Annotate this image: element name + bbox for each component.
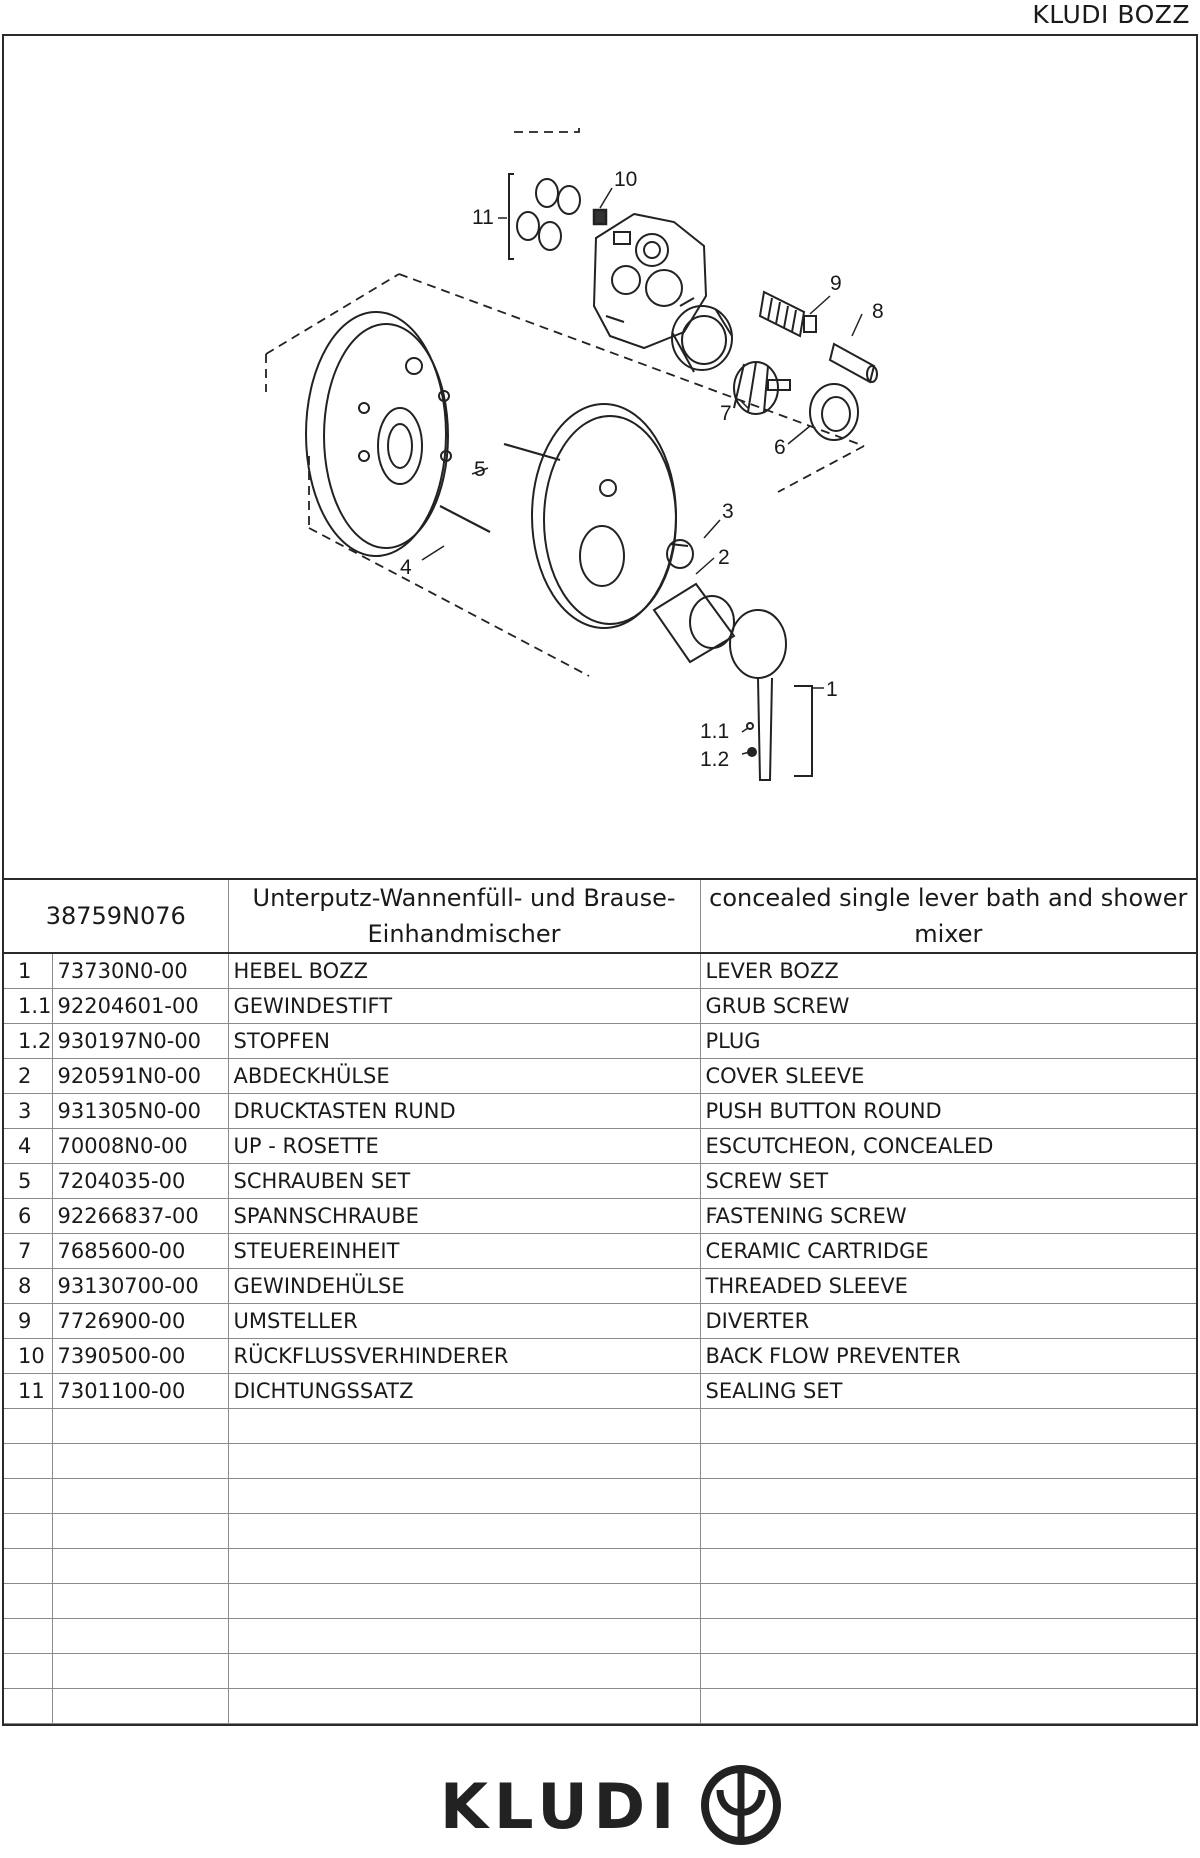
part-name-german: STEUEREINHEIT: [228, 1234, 700, 1269]
part-name-german: GEWINDESTIFT: [228, 989, 700, 1024]
part-number: 92204601-00: [52, 989, 228, 1024]
part-name-german: SCHRAUBEN SET: [228, 1164, 700, 1199]
part-name-german: [228, 1689, 700, 1724]
parts-row: [4, 1094, 1196, 1129]
part-position: 1.1: [4, 989, 52, 1024]
part-name-english: SEALING SET: [700, 1374, 1196, 1409]
parts-row: [4, 1689, 1196, 1724]
parts-row: [4, 1374, 1196, 1409]
part-position: [4, 1479, 52, 1514]
callout-7: 7: [720, 402, 732, 425]
article-number: 38759N076: [4, 879, 228, 953]
part-name-german: [228, 1444, 700, 1479]
part-name-english: [700, 1479, 1196, 1514]
fastening-screw-part: [810, 384, 858, 440]
ceramic-cartridge-part: [734, 362, 790, 414]
part-position: [4, 1514, 52, 1549]
part-name-english: [700, 1689, 1196, 1724]
cover-sleeve-part: [654, 584, 734, 662]
parts-row: [4, 1444, 1196, 1479]
part-number: [52, 1549, 228, 1584]
callout-5: 5: [474, 458, 486, 481]
part-position: 8: [4, 1269, 52, 1304]
part-position: 9: [4, 1304, 52, 1339]
part-number: [52, 1584, 228, 1619]
part-position: [4, 1654, 52, 1689]
part-name-german: STOPFEN: [228, 1024, 700, 1059]
parts-row: [4, 1654, 1196, 1689]
part-number: 930197N0-00: [52, 1024, 228, 1059]
part-name-english: [700, 1514, 1196, 1549]
parts-row: [4, 953, 1196, 989]
callout-3: 3: [722, 500, 734, 523]
part-number: 70008N0-00: [52, 1129, 228, 1164]
part-position: 10: [4, 1339, 52, 1374]
parts-row: [4, 1059, 1196, 1094]
parts-row: [4, 1409, 1196, 1444]
logo-emblem-icon: [698, 1762, 784, 1848]
cover-plate-part: [532, 404, 676, 628]
parts-row: [4, 1129, 1196, 1164]
part-name-german: DICHTUNGSSATZ: [228, 1374, 700, 1409]
parts-row: [4, 1304, 1196, 1339]
part-name-english: DIVERTER: [700, 1304, 1196, 1339]
part-name-english: [700, 1549, 1196, 1584]
parts-row: [4, 1199, 1196, 1234]
part-position: 5: [4, 1164, 52, 1199]
part-position: 3: [4, 1094, 52, 1129]
part-name-english: PUSH BUTTON ROUND: [700, 1094, 1196, 1129]
part-number: [52, 1479, 228, 1514]
part-position: [4, 1584, 52, 1619]
part-number: 93130700-00: [52, 1269, 228, 1304]
part-number: 931305N0-00: [52, 1094, 228, 1129]
parts-row: [4, 1619, 1196, 1654]
part-name-german: [228, 1409, 700, 1444]
part-position: 6: [4, 1199, 52, 1234]
part-position: [4, 1689, 52, 1724]
escutcheon-plate-part: [306, 312, 451, 556]
part-name-english: [700, 1654, 1196, 1689]
part-name-german: [228, 1584, 700, 1619]
parts-table-header: [4, 879, 1196, 953]
document-frame: [2, 34, 1198, 1726]
part-number: 920591N0-00: [52, 1059, 228, 1094]
exploded-view-drawing: [4, 36, 1196, 878]
part-position: [4, 1444, 52, 1479]
callout-1-2: 1.2: [700, 748, 730, 771]
parts-row: [4, 1339, 1196, 1374]
parts-row: [4, 1514, 1196, 1549]
part-name-german: RÜCKFLUSSVERHINDERER: [228, 1339, 700, 1374]
callout-1-1: 1.1: [700, 720, 730, 743]
part-name-english: PLUG: [700, 1024, 1196, 1059]
kludi-logo: [440, 1762, 840, 1848]
part-number: 92266837-00: [52, 1199, 228, 1234]
part-number: 7301100-00: [52, 1374, 228, 1409]
part-number: [52, 1444, 228, 1479]
part-number: [52, 1409, 228, 1444]
part-position: 1.2: [4, 1024, 52, 1059]
part-name-english: ESCUTCHEON, CONCEALED: [700, 1129, 1196, 1164]
callout-10: 10: [614, 168, 638, 191]
part-number: [52, 1689, 228, 1724]
part-number: [52, 1619, 228, 1654]
part-name-english: THREADED SLEEVE: [700, 1269, 1196, 1304]
parts-row: [4, 1024, 1196, 1059]
part-position: [4, 1549, 52, 1584]
diverter-part: [760, 292, 816, 336]
parts-row: [4, 1479, 1196, 1514]
part-name-english: [700, 1444, 1196, 1479]
logo-wordmark: KLUDI: [440, 1770, 681, 1843]
callout-leaders: [422, 188, 862, 754]
callout-11: 11: [472, 206, 494, 229]
part-position: [4, 1409, 52, 1444]
callout-4: 4: [400, 556, 412, 579]
part-number: 7726900-00: [52, 1304, 228, 1339]
callout-2: 2: [718, 546, 730, 569]
title-english: concealed single lever bath and shower mixer: [700, 879, 1196, 953]
part-position: 4: [4, 1129, 52, 1164]
part-position: [4, 1619, 52, 1654]
part-number: 7204035-00: [52, 1164, 228, 1199]
callout-6: 6: [774, 436, 786, 459]
part-name-english: [700, 1619, 1196, 1654]
part-name-english: LEVER BOZZ: [700, 953, 1196, 989]
callout-labels: [400, 168, 884, 771]
part-name-german: [228, 1619, 700, 1654]
part-position: 1: [4, 953, 52, 989]
part-number: 73730N0-00: [52, 953, 228, 989]
title-german: Unterputz-Wannenfüll- und Brause-Einhandmischer: [228, 879, 700, 953]
parts-row: [4, 989, 1196, 1024]
part-name-german: UMSTELLER: [228, 1304, 700, 1339]
parts-row: [4, 1164, 1196, 1199]
part-name-german: SPANNSCHRAUBE: [228, 1199, 700, 1234]
part-name-english: [700, 1409, 1196, 1444]
part-number: [52, 1654, 228, 1689]
document-brand-title: KLUDI BOZZ: [1032, 0, 1190, 29]
part-name-german: [228, 1479, 700, 1514]
parts-row: [4, 1234, 1196, 1269]
part-name-german: UP - ROSETTE: [228, 1129, 700, 1164]
part-name-german: [228, 1654, 700, 1689]
part-name-german: [228, 1549, 700, 1584]
part-name-english: BACK FLOW PREVENTER: [700, 1339, 1196, 1374]
parts-row: [4, 1549, 1196, 1584]
threaded-sleeve-part: [830, 344, 877, 382]
part-name-english: SCREW SET: [700, 1164, 1196, 1199]
part-position: 7: [4, 1234, 52, 1269]
callout-9: 9: [830, 272, 842, 295]
sealing-set-part: [509, 174, 580, 259]
part-number: 7685600-00: [52, 1234, 228, 1269]
part-name-english: GRUB SCREW: [700, 989, 1196, 1024]
part-position: 11: [4, 1374, 52, 1409]
back-flow-preventer-part: [594, 210, 606, 224]
parts-row: [4, 1269, 1196, 1304]
callout-8: 8: [872, 300, 884, 323]
part-number: [52, 1514, 228, 1549]
part-name-english: FASTENING SCREW: [700, 1199, 1196, 1234]
part-name-german: DRUCKTASTEN RUND: [228, 1094, 700, 1129]
parts-row: [4, 1584, 1196, 1619]
part-name-german: HEBEL BOZZ: [228, 953, 700, 989]
callout-1: 1: [826, 678, 838, 701]
part-name-english: [700, 1584, 1196, 1619]
valve-body-part: [594, 214, 732, 372]
part-name-german: [228, 1514, 700, 1549]
parts-list-table: [4, 878, 1196, 1724]
part-number: 7390500-00: [52, 1339, 228, 1374]
push-button-part: [667, 540, 693, 568]
part-position: 2: [4, 1059, 52, 1094]
part-name-german: ABDECKHÜLSE: [228, 1059, 700, 1094]
part-name-english: CERAMIC CARTRIDGE: [700, 1234, 1196, 1269]
part-name-english: COVER SLEEVE: [700, 1059, 1196, 1094]
part-name-german: GEWINDEHÜLSE: [228, 1269, 700, 1304]
